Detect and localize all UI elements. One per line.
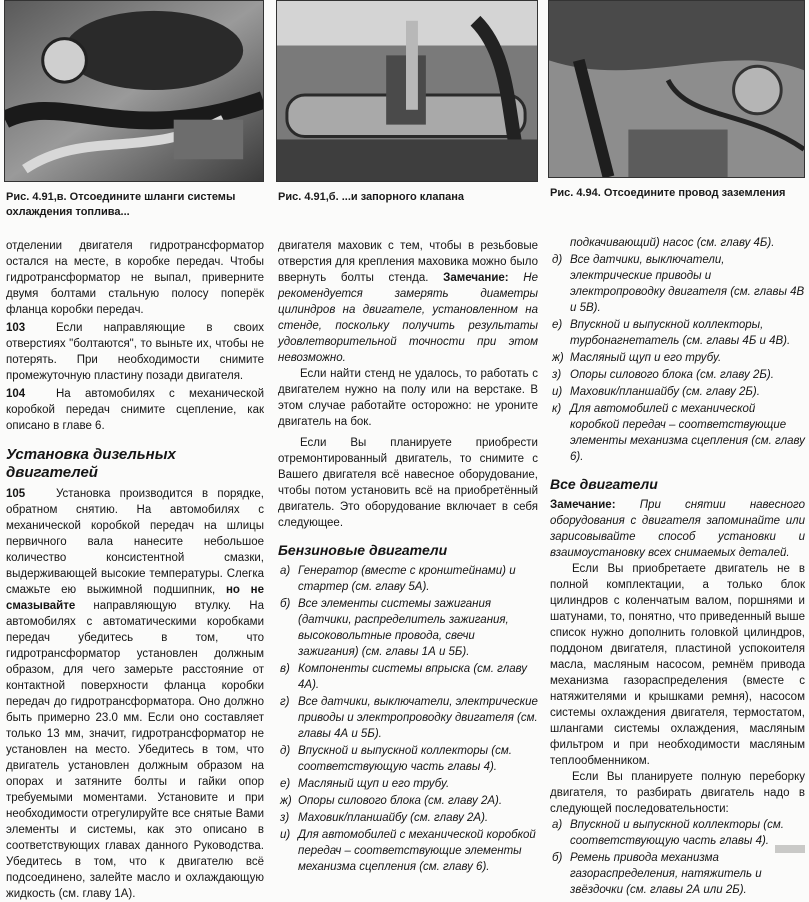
step-105 [6,486,264,902]
list-letter: з) [552,369,562,381]
list-text: Для автомобилей с механической коробкой передач – соответствующие элементы механизма сцепления (см. главу 6). [570,403,805,463]
list-text: Масляный щуп и его трубу. [570,352,722,364]
step-number: 104 [6,388,26,400]
list-letter: з) [280,812,290,824]
paragraph: Если найти стенд не удалось, то работать с двигателем нужно на полу или на верстаке. В этом случае работайте осторожно: не уроните двигатель на бок. [278,368,538,428]
list-text: Все элементы системы зажигания (датчики, распределитель зажигания, высоковольтные провода, свечи зажигания) (см. главы 1А и 5Б). [298,598,509,658]
list-letter: ж) [552,352,564,364]
figure-caption: Рис. 4.91,б. ...и запорного клапана [278,191,465,203]
list-letter: а) [280,565,291,577]
list-item [278,596,538,660]
list-letter: и) [280,829,291,841]
section-heading: Все двигатели [550,476,658,492]
list-item [550,350,805,366]
list-text: Впускной и выпускной коллекторы, турбонагнетатель (см. главы 4Б и 4В). [570,319,791,347]
paragraph [278,238,538,366]
engine-hoses-photo [4,0,264,182]
list-text: Впускной и выпускной коллекторы (см. соответствующую часть главы 4). [570,819,784,847]
list-text: Для автомобилей с механической коробкой передач – соответствующие элементы механизма сцепления (см. главу 6). [298,829,536,873]
text-column [550,235,805,899]
step-text: Если направляющие в своих отверстиях "болтаются", то выньте их, чтобы не потерять. При необходимости снимите промежуточную пластину позади двигателя. [6,322,264,382]
list-item [550,850,805,898]
list-item [550,401,805,465]
list-letter: ж) [280,795,292,807]
list-item [278,776,538,792]
list-text: Компоненты системы впрыска (см. главу 4А). [298,663,527,691]
disassembly-list [550,817,805,898]
column-left [4,0,265,900]
ground-wire-photo [548,0,805,178]
figure-caption: Рис. 4.94. Отсоедините провод заземления [550,187,786,199]
list-item [550,235,805,251]
list-item [550,367,805,383]
list-text: Опоры силового блока (см. главу 2Б). [570,369,774,381]
paragraph: отделении двигателя гидротрансформатор остался на месте, в коробке передач. Чтобы гидротрансформатор не выпал, приверните двумя болтами стальную полосу поперёк фланца коробки передач. [6,240,264,316]
list-letter: а) [552,819,563,831]
column-right [548,0,805,896]
paragraph: Если Вы планируете приобрести отремонтированный двигатель, то снимите с Вашего двигателя всё навесное оборудование, чтобы потом установить всё на приобретённый двигатель. Это оборудование включает в себя следующее. [278,437,538,529]
step-text: Установка производится в порядке, обратном снятию. На автомобилях с механической коробкой передач на шлицы первичного вала нанесите небольшое количество консистентной смазки, выдерживающей высокие температуры. Слегка смажьте ею выжимной подшипник, [6,488,264,596]
text-column [278,238,538,876]
list-item [278,694,538,742]
list-item [550,384,805,400]
list-letter: д) [552,254,563,266]
figure-caption: Рис. 4.91,в. Отсоедините шланги системы охлаждения топлива... [6,191,236,218]
list-letter: в) [280,663,290,675]
list-text: Маховик/планшайбу (см. главу 2Б). [570,386,760,398]
step-number: 103 [6,322,26,334]
step-number: 105 [6,488,26,500]
paragraph: Если Вы приобретаете двигатель не в полной комплектации, а только блок цилиндров с коленчатым валом, поршнями и шатунами, то, понятно, что приведенный выше список нужно дополнить головкой цилиндров, поддоном двигателя, пластиной успокоителя масла, масляным насосом, ремнём привода механизма газораспределения (вместе с натяжителями и крышками ремня), насосом системы охлаждения двигателя, термостатом, шлангами системы охлаждения, масляным фильтром и при необходимости масляным теплообменником. [550,563,805,767]
list-text: подкачивающий) насос (см. главу 4Б). [570,237,775,249]
note-label: Замечание: [443,272,509,284]
note-text: При снятии навесного оборудования с двигателя запоминайте или зарисовывайте способ установки и взаимоустановку всех снимаемых деталей. [550,499,805,559]
list-text: Все датчики, выключатели, электрические приводы и электропроводку двигателя (см. главы 4В и 5В). [570,254,805,314]
note [550,497,805,561]
component-list [278,563,538,875]
list-letter: г) [280,696,290,708]
emphasis: но не смазывайте [6,584,265,612]
list-letter: и) [552,386,563,398]
page-corner-shade [775,845,805,853]
paragraph: Если Вы планируете полную переборку двигателя, то разбирать двигатель надо в следующей последовательности: [550,771,805,815]
column-middle [276,0,538,873]
list-item [278,810,538,826]
list-text: Впускной и выпускной коллекторы (см. соответствующую часть главы 4). [298,745,512,773]
list-letter: е) [280,778,291,790]
list-letter: б) [280,598,291,610]
list-letter: е) [552,319,563,331]
list-item [550,817,805,849]
text-column [6,238,264,902]
list-text: Генератор (вместе с кронштейнами) и стартер (см. главу 5А). [298,565,516,593]
list-letter: б) [552,852,563,864]
list-text: Все датчики, выключатели, электрические приводы и электропроводку двигателя (см. главы 4А и 5Б). [298,696,538,740]
step-103 [6,320,264,384]
list-item [278,793,538,809]
list-letter: д) [280,745,291,757]
list-item [550,317,805,349]
list-item [278,743,538,775]
list-item [278,661,538,693]
list-text: Опоры силового блока (см. главу 2А). [298,795,503,807]
paragraph-text: двигателя маховик с тем, чтобы в резьбовые отверстия для крепления маховика можно было ввернуть болты стенда. [278,240,538,284]
list-text: Маховик/планшайбу (см. главу 2А). [298,812,489,824]
list-text: Масляный щуп и его трубу. [298,778,450,790]
section-heading: Установка дизельных двигателей [6,446,176,481]
step-104 [6,386,264,434]
note-text: Не рекомендуется замерять диаметры цилиндров на двигателе, установленном на стенде, поскольку получить результаты удовлетворительной точности при этом невозможно. [278,272,538,364]
list-item [278,563,538,595]
section-heading: Бензиновые двигатели [278,542,448,558]
list-item [278,827,538,875]
step-text: направляющую втулку. На автомобилях с автоматическими коробками передач убедитесь в том, что гидротрансформатор установлен должным образом, для чего замерьте расстояние от контактной поверхности фланца коробки передач до гидротрансформатора. Оно должно быть примерно 23.0 мм. Если оно составляет только 13 мм, значит, гидротрансформатор не установлен на место. Убедитесь в том, что двигатель установлен должным образом на опорах и затяните болты и гайки опор требуемыми моментами. Установите и при необходимости отрегулируйте все снятые Вами элементы и системы, как это описано в соответствующих главах данного Руководства. Убедитесь в том, что к двигателю всё подсоединено, залейте масло и охлаждающую жидкость (см. главу 1А). [6,600,264,900]
component-list [550,235,805,465]
list-letter: к) [552,403,562,415]
shutoff-valve-photo [276,0,538,182]
list-text: Ремень привода механизма газораспределения, натяжитель и звёздочки (см. главы 2А или 2Б). [570,852,762,896]
note-label: Замечание: [550,499,616,511]
list-item [550,252,805,316]
step-text: На автомобилях с механической коробкой передач снимите сцепление, как описано в главе 6. [6,388,264,432]
